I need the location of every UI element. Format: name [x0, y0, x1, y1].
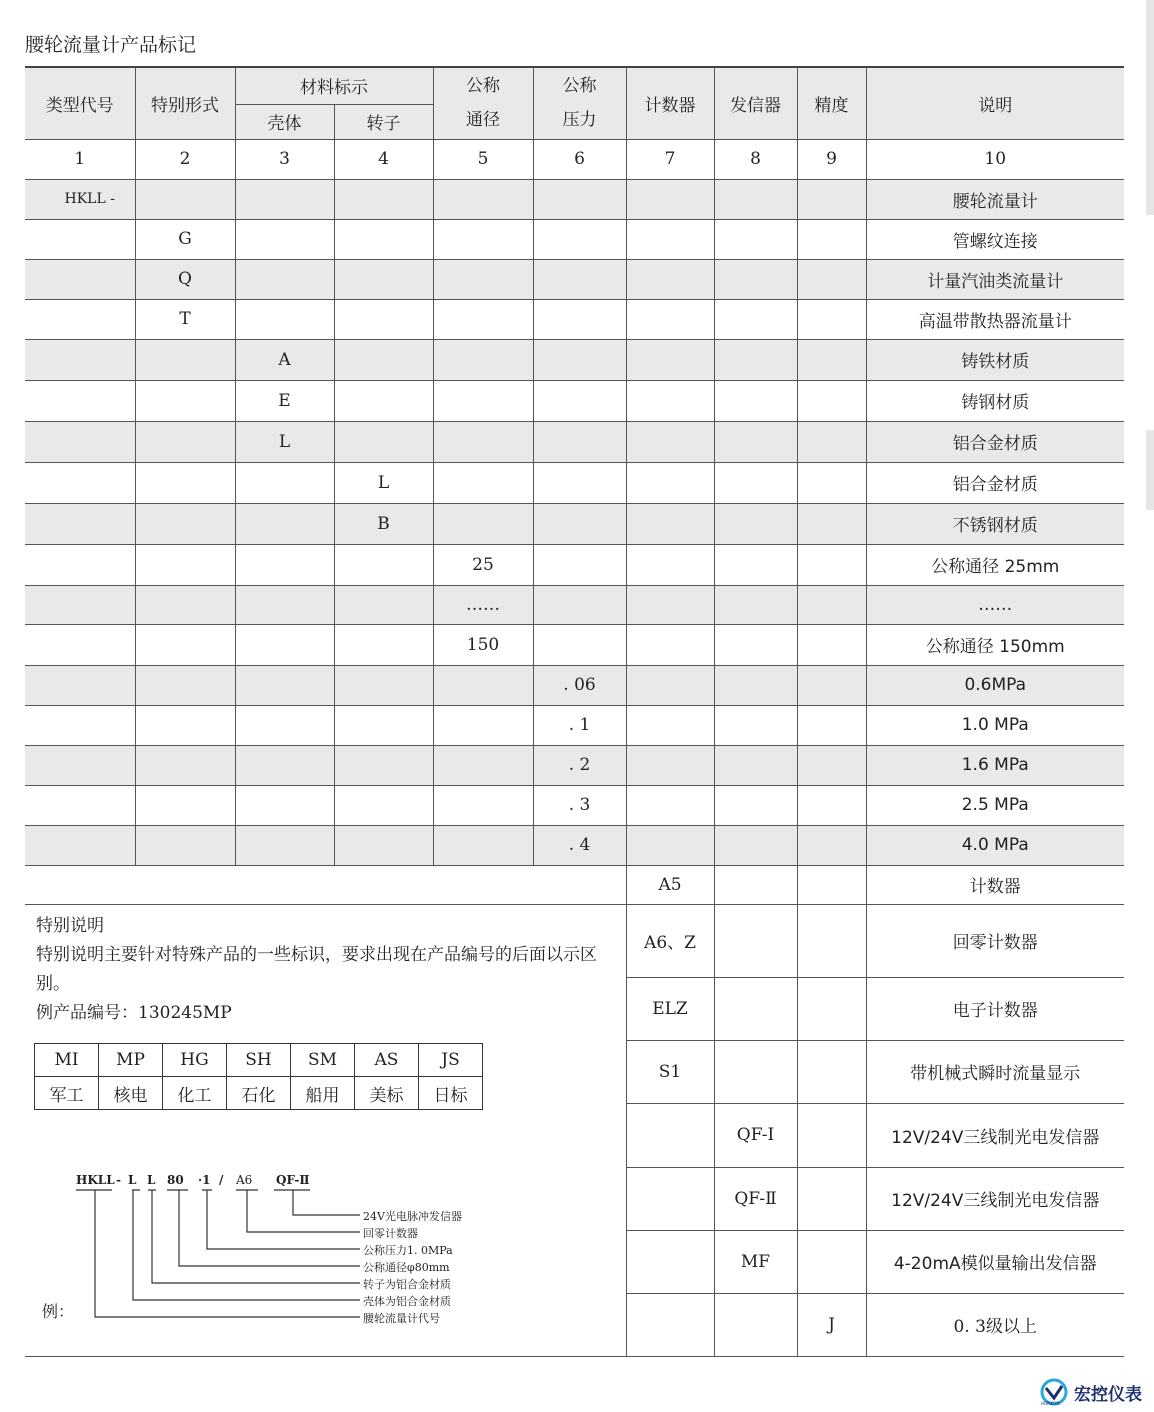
table-cell: [714, 1293, 797, 1356]
table-cell: [235, 705, 334, 745]
code-part: -: [116, 1173, 121, 1187]
legend-item: 公称通径φ80mm: [363, 1261, 450, 1274]
table-cell: [433, 705, 533, 745]
table-cell: [714, 705, 797, 745]
table-cell: [235, 462, 334, 503]
table-cell: [533, 421, 626, 462]
table-cell: [797, 339, 866, 380]
table-cell: [433, 380, 533, 421]
table-cell: [433, 665, 533, 705]
table-cell: [714, 745, 797, 785]
code-part: HKLL: [76, 1173, 115, 1187]
side-tab-top: [1146, 0, 1154, 215]
table-cell: 25: [433, 544, 533, 585]
col-number: 7: [626, 139, 714, 179]
table-cell: L: [334, 462, 433, 503]
table-cell: QF-Ⅰ: [714, 1103, 797, 1167]
table-cell: 150: [433, 624, 533, 665]
table-cell: [626, 421, 714, 462]
table-cell: [626, 380, 714, 421]
table-row: [25, 705, 1124, 745]
table-cell: [714, 585, 797, 624]
col-number: 6: [533, 139, 626, 179]
legend-item: 壳体为铝合金材质: [363, 1295, 451, 1308]
col-number: 3: [235, 139, 334, 179]
header-description: 说明: [866, 67, 1124, 139]
table-cell: [626, 462, 714, 503]
table-cell: L: [235, 421, 334, 462]
table-cell: ……: [433, 585, 533, 624]
table-cell: [533, 259, 626, 299]
logo-mark-icon: [1040, 1378, 1070, 1406]
table-cell: G: [135, 219, 235, 259]
table-cell: [714, 624, 797, 665]
table-cell: 铝合金材质: [866, 462, 1124, 503]
page-title: 腰轮流量计产品标记: [25, 34, 197, 56]
header-accuracy: 精度: [797, 67, 866, 139]
table-cell: . 2: [533, 745, 626, 785]
code-abbr: HG: [163, 1044, 227, 1077]
table-cell: [334, 825, 433, 865]
code-part: ·1: [198, 1173, 211, 1187]
legend-item: 转子为铝合金材质: [363, 1278, 451, 1291]
table-cell: [626, 503, 714, 544]
table-cell: [626, 705, 714, 745]
table-cell: [25, 825, 135, 865]
table-cell: . 1: [533, 705, 626, 745]
table-cell: 12V/24V三线制光电发信器: [866, 1103, 1124, 1167]
table-cell: [135, 785, 235, 825]
code-part: A6: [236, 1173, 253, 1187]
table-cell: [334, 785, 433, 825]
table-cell: [797, 904, 866, 977]
table-cell: 1.6 MPa: [866, 745, 1124, 785]
table-cell: MF: [714, 1230, 797, 1293]
table-cell: [135, 179, 235, 219]
table-cell: [135, 624, 235, 665]
table-cell: T: [135, 299, 235, 339]
table-cell: [533, 462, 626, 503]
table-cell: [533, 624, 626, 665]
table-cell: [135, 503, 235, 544]
table-cell: [714, 503, 797, 544]
table-cell: [714, 219, 797, 259]
table-cell: [797, 299, 866, 339]
table-cell: [626, 339, 714, 380]
table-cell: 计量汽油类流量计: [866, 259, 1124, 299]
diagram-leader-lines: [76, 1190, 360, 1317]
table-cell: [433, 503, 533, 544]
table-cell: [334, 299, 433, 339]
code-meaning: 核电: [99, 1077, 163, 1110]
table-cell: . 06: [533, 665, 626, 705]
table-cell: [714, 665, 797, 705]
table-cell: 2.5 MPa: [866, 785, 1124, 825]
table-cell: [433, 745, 533, 785]
notes-heading: 特别说明: [36, 916, 104, 936]
table-cell: [135, 665, 235, 705]
table-cell: [25, 339, 135, 380]
table-row: [25, 745, 1124, 785]
table-cell: [797, 705, 866, 745]
table-cell: [714, 785, 797, 825]
table-row: [25, 462, 1124, 503]
table-cell: [334, 219, 433, 259]
code-abbr: AS: [355, 1044, 419, 1077]
code-abbr: JS: [419, 1044, 483, 1077]
table-cell: [797, 462, 866, 503]
table-cell: [235, 825, 334, 865]
brand-logo: [1040, 1378, 1142, 1406]
col-number: 8: [714, 139, 797, 179]
table-cell: [533, 544, 626, 585]
special-notes: [36, 912, 616, 1028]
table-cell: [25, 421, 135, 462]
special-codes-table: [34, 1043, 483, 1110]
legend-item: 回零计数器: [363, 1227, 418, 1240]
table-cell: [714, 825, 797, 865]
table-cell: [533, 299, 626, 339]
table-cell: [135, 705, 235, 745]
table-cell: [433, 299, 533, 339]
logo-sub: HOMKOM: [1041, 1401, 1060, 1406]
table-cell: E: [235, 380, 334, 421]
table-cell: [334, 380, 433, 421]
table-cell: [25, 380, 135, 421]
table-cell: 腰轮流量计: [866, 179, 1124, 219]
table-row: [25, 380, 1124, 421]
table-cell: [235, 624, 334, 665]
table-cell: [714, 259, 797, 299]
side-tab-bottom: [1146, 430, 1154, 510]
table-cell: 公称通径 150mm: [866, 624, 1124, 665]
table-row: [25, 219, 1124, 259]
table-cell: [626, 585, 714, 624]
table-cell: 管螺纹连接: [866, 219, 1124, 259]
table-cell: A5: [626, 865, 714, 904]
table-cell: [797, 503, 866, 544]
table-cell: S1: [626, 1040, 714, 1103]
table-cell: [797, 380, 866, 421]
table-cell: [25, 299, 135, 339]
table-cell: 铝合金材质: [866, 421, 1124, 462]
table-cell: 不锈钢材质: [866, 503, 1124, 544]
table-cell: [334, 665, 433, 705]
code-meaning: 军工: [35, 1077, 99, 1110]
col-number: 10: [866, 139, 1124, 179]
table-cell: [135, 462, 235, 503]
table-cell: [135, 825, 235, 865]
table-cell: [433, 179, 533, 219]
table-cell: [797, 665, 866, 705]
table-row: [25, 339, 1124, 380]
table-row: [25, 544, 1124, 585]
col-number: 5: [433, 139, 533, 179]
table-row: [25, 785, 1124, 825]
table-cell: [235, 665, 334, 705]
table-cell: [533, 503, 626, 544]
table-cell: [235, 585, 334, 624]
notes-example: 例产品编号：130245MP: [36, 1003, 232, 1023]
table-cell: . 3: [533, 785, 626, 825]
table-cell: [334, 745, 433, 785]
table-cell: [135, 544, 235, 585]
header-rotor: 转子: [334, 104, 433, 139]
product-code-table: [25, 66, 1124, 1357]
table-row: [25, 585, 1124, 624]
diagram-example-label: 例：: [42, 1302, 75, 1321]
table-cell: 回零计数器: [866, 904, 1124, 977]
col-number: 2: [135, 139, 235, 179]
table-cell: [235, 785, 334, 825]
legend-item: 24V光电脉冲发信器: [363, 1210, 462, 1223]
code-part: QF-Ⅱ: [276, 1173, 310, 1187]
table-cell: [626, 624, 714, 665]
table-cell: [135, 585, 235, 624]
table-cell: 0.6MPa: [866, 665, 1124, 705]
code-abbr: SH: [227, 1044, 291, 1077]
table-cell: [334, 179, 433, 219]
table-cell: [626, 299, 714, 339]
notes-text: 特别说明主要针对特殊产品的一些标识，要求出现在产品编号的后面以示区别。: [36, 945, 597, 994]
table-cell: [797, 745, 866, 785]
table-row: [25, 259, 1124, 299]
table-cell: [797, 1040, 866, 1103]
table-cell: [433, 462, 533, 503]
code-example-diagram: [40, 1165, 500, 1340]
table-cell: [334, 421, 433, 462]
table-cell: [334, 624, 433, 665]
table-row: [25, 825, 1124, 865]
table-cell: [334, 585, 433, 624]
col-number: 9: [797, 139, 866, 179]
table-cell: [626, 825, 714, 865]
table-cell: 电子计数器: [866, 977, 1124, 1040]
table-row: [25, 421, 1124, 462]
header-material: 材料标示: [235, 67, 433, 104]
table-cell: [626, 544, 714, 585]
legend-item: 公称压力1. 0MPa: [363, 1244, 453, 1257]
table-cell: [797, 1103, 866, 1167]
table-cell: [433, 421, 533, 462]
table-cell: [626, 1103, 714, 1167]
table-cell: [626, 785, 714, 825]
table-cell: [797, 544, 866, 585]
table-cell: A6、Z: [626, 904, 714, 977]
table-cell: 1.0 MPa: [866, 705, 1124, 745]
table-cell: [334, 339, 433, 380]
code-meaning: 美标: [355, 1077, 419, 1110]
table-row: [25, 299, 1124, 339]
table-cell: ……: [866, 585, 1124, 624]
table-cell: [797, 1230, 866, 1293]
table-cell: [25, 624, 135, 665]
legend-item: 腰轮流量计代号: [363, 1312, 440, 1325]
header-nominal-diameter: [433, 67, 533, 139]
table-cell: [235, 219, 334, 259]
table-cell: [533, 179, 626, 219]
code-meaning: 石化: [227, 1077, 291, 1110]
col-number: 1: [25, 139, 135, 179]
table-cell: [714, 977, 797, 1040]
table-cell: [433, 785, 533, 825]
table-cell: 带机械式瞬时流量显示: [866, 1040, 1124, 1103]
table-cell: [135, 745, 235, 785]
table-row: [25, 503, 1124, 544]
header-nominal-pressure-l2: 压力: [562, 110, 597, 131]
table-cell: [797, 977, 866, 1040]
table-cell: [797, 785, 866, 825]
table-cell: [797, 585, 866, 624]
table-cell: [797, 179, 866, 219]
table-cell: A: [235, 339, 334, 380]
table-cell: 铸钢材质: [866, 380, 1124, 421]
table-cell: [235, 745, 334, 785]
table-cell: 计数器: [866, 865, 1124, 904]
table-cell: HKLL -: [25, 179, 135, 219]
table-cell: 公称通径 25mm: [866, 544, 1124, 585]
table-cell: [334, 705, 433, 745]
table-cell: [235, 503, 334, 544]
table-cell: [25, 705, 135, 745]
code-meaning: 船用: [291, 1077, 355, 1110]
table-cell: [25, 785, 135, 825]
table-cell: [334, 544, 433, 585]
table-cell: [626, 179, 714, 219]
header-special-form: 特别形式: [135, 67, 235, 139]
table-cell: 4-20mA模似量输出发信器: [866, 1230, 1124, 1293]
header-nominal-diameter-l2: 通径: [466, 110, 500, 131]
table-cell: [433, 259, 533, 299]
table-cell: [714, 339, 797, 380]
col-number: 4: [334, 139, 433, 179]
table-cell: B: [334, 503, 433, 544]
table-cell: [626, 1230, 714, 1293]
table-cell: [626, 665, 714, 705]
code-part: L: [128, 1173, 137, 1187]
table-cell: [533, 339, 626, 380]
header-shell: 壳体: [235, 104, 334, 139]
code-abbr: MI: [35, 1044, 99, 1077]
table-cell: ELZ: [626, 977, 714, 1040]
table-cell: [334, 259, 433, 299]
table-cell: [135, 380, 235, 421]
table-cell: [25, 544, 135, 585]
table-cell: [533, 380, 626, 421]
table-cell: [135, 339, 235, 380]
table-cell: [25, 745, 135, 785]
table-cell: [714, 179, 797, 219]
code-part: 80: [167, 1173, 184, 1187]
table-cell: [714, 904, 797, 977]
table-cell: 铸铁材质: [866, 339, 1124, 380]
header-transmitter: 发信器: [714, 67, 797, 139]
table-cell: [626, 1167, 714, 1230]
code-part: L: [147, 1173, 156, 1187]
table-cell: [626, 1293, 714, 1356]
table-cell: [714, 865, 797, 904]
table-cell: [797, 219, 866, 259]
table-cell: [797, 825, 866, 865]
table-cell: [25, 462, 135, 503]
table-cell: . 4: [533, 825, 626, 865]
table-cell: [797, 259, 866, 299]
table-row: [25, 665, 1124, 705]
table-cell: [533, 585, 626, 624]
table-cell: [25, 585, 135, 624]
table-cell: 高温带散热器流量计: [866, 299, 1124, 339]
table-cell: [714, 299, 797, 339]
table-cell: [235, 544, 334, 585]
table-cell: 4.0 MPa: [866, 825, 1124, 865]
table-row: [25, 624, 1124, 665]
table-cell: [235, 259, 334, 299]
table-cell: [433, 339, 533, 380]
code-part: /: [219, 1173, 224, 1187]
table-cell: [25, 503, 135, 544]
table-cell: [533, 219, 626, 259]
table-cell: J: [797, 1293, 866, 1356]
code-abbr: MP: [99, 1044, 163, 1077]
table-cell: [235, 179, 334, 219]
table-cell: [433, 219, 533, 259]
table-cell: [235, 299, 334, 339]
header-nominal-pressure-l1: 公称: [562, 76, 597, 97]
table-row: [25, 179, 1124, 219]
table-cell: [626, 745, 714, 785]
table-cell: [797, 865, 866, 904]
table-cell: [714, 421, 797, 462]
table-cell: [797, 624, 866, 665]
header-counter: 计数器: [626, 67, 714, 139]
table-cell: [25, 219, 135, 259]
header-nominal-pressure: [533, 67, 626, 139]
header-nominal-diameter-l1: 公称: [466, 76, 500, 97]
notes-area-top: [25, 865, 626, 904]
table-cell: [135, 421, 235, 462]
table-cell: [25, 259, 135, 299]
table-cell: [714, 544, 797, 585]
table-cell: 0. 3级以上: [866, 1293, 1124, 1356]
table-cell: [25, 665, 135, 705]
code-meaning: 日标: [419, 1077, 483, 1110]
table-cell: [626, 219, 714, 259]
header-type-code: 类型代号: [25, 67, 135, 139]
code-abbr: SM: [291, 1044, 355, 1077]
table-cell: [433, 825, 533, 865]
table-cell: [714, 380, 797, 421]
table-cell: [626, 259, 714, 299]
table-cell: [797, 1167, 866, 1230]
table-cell: [714, 462, 797, 503]
table-cell: [797, 421, 866, 462]
table-cell: QF-Ⅱ: [714, 1167, 797, 1230]
logo-brand: 宏控仪表: [1074, 1384, 1142, 1405]
table-cell: Q: [135, 259, 235, 299]
table-cell: 12V/24V三线制光电发信器: [866, 1167, 1124, 1230]
table-cell: [714, 1040, 797, 1103]
code-meaning: 化工: [163, 1077, 227, 1110]
